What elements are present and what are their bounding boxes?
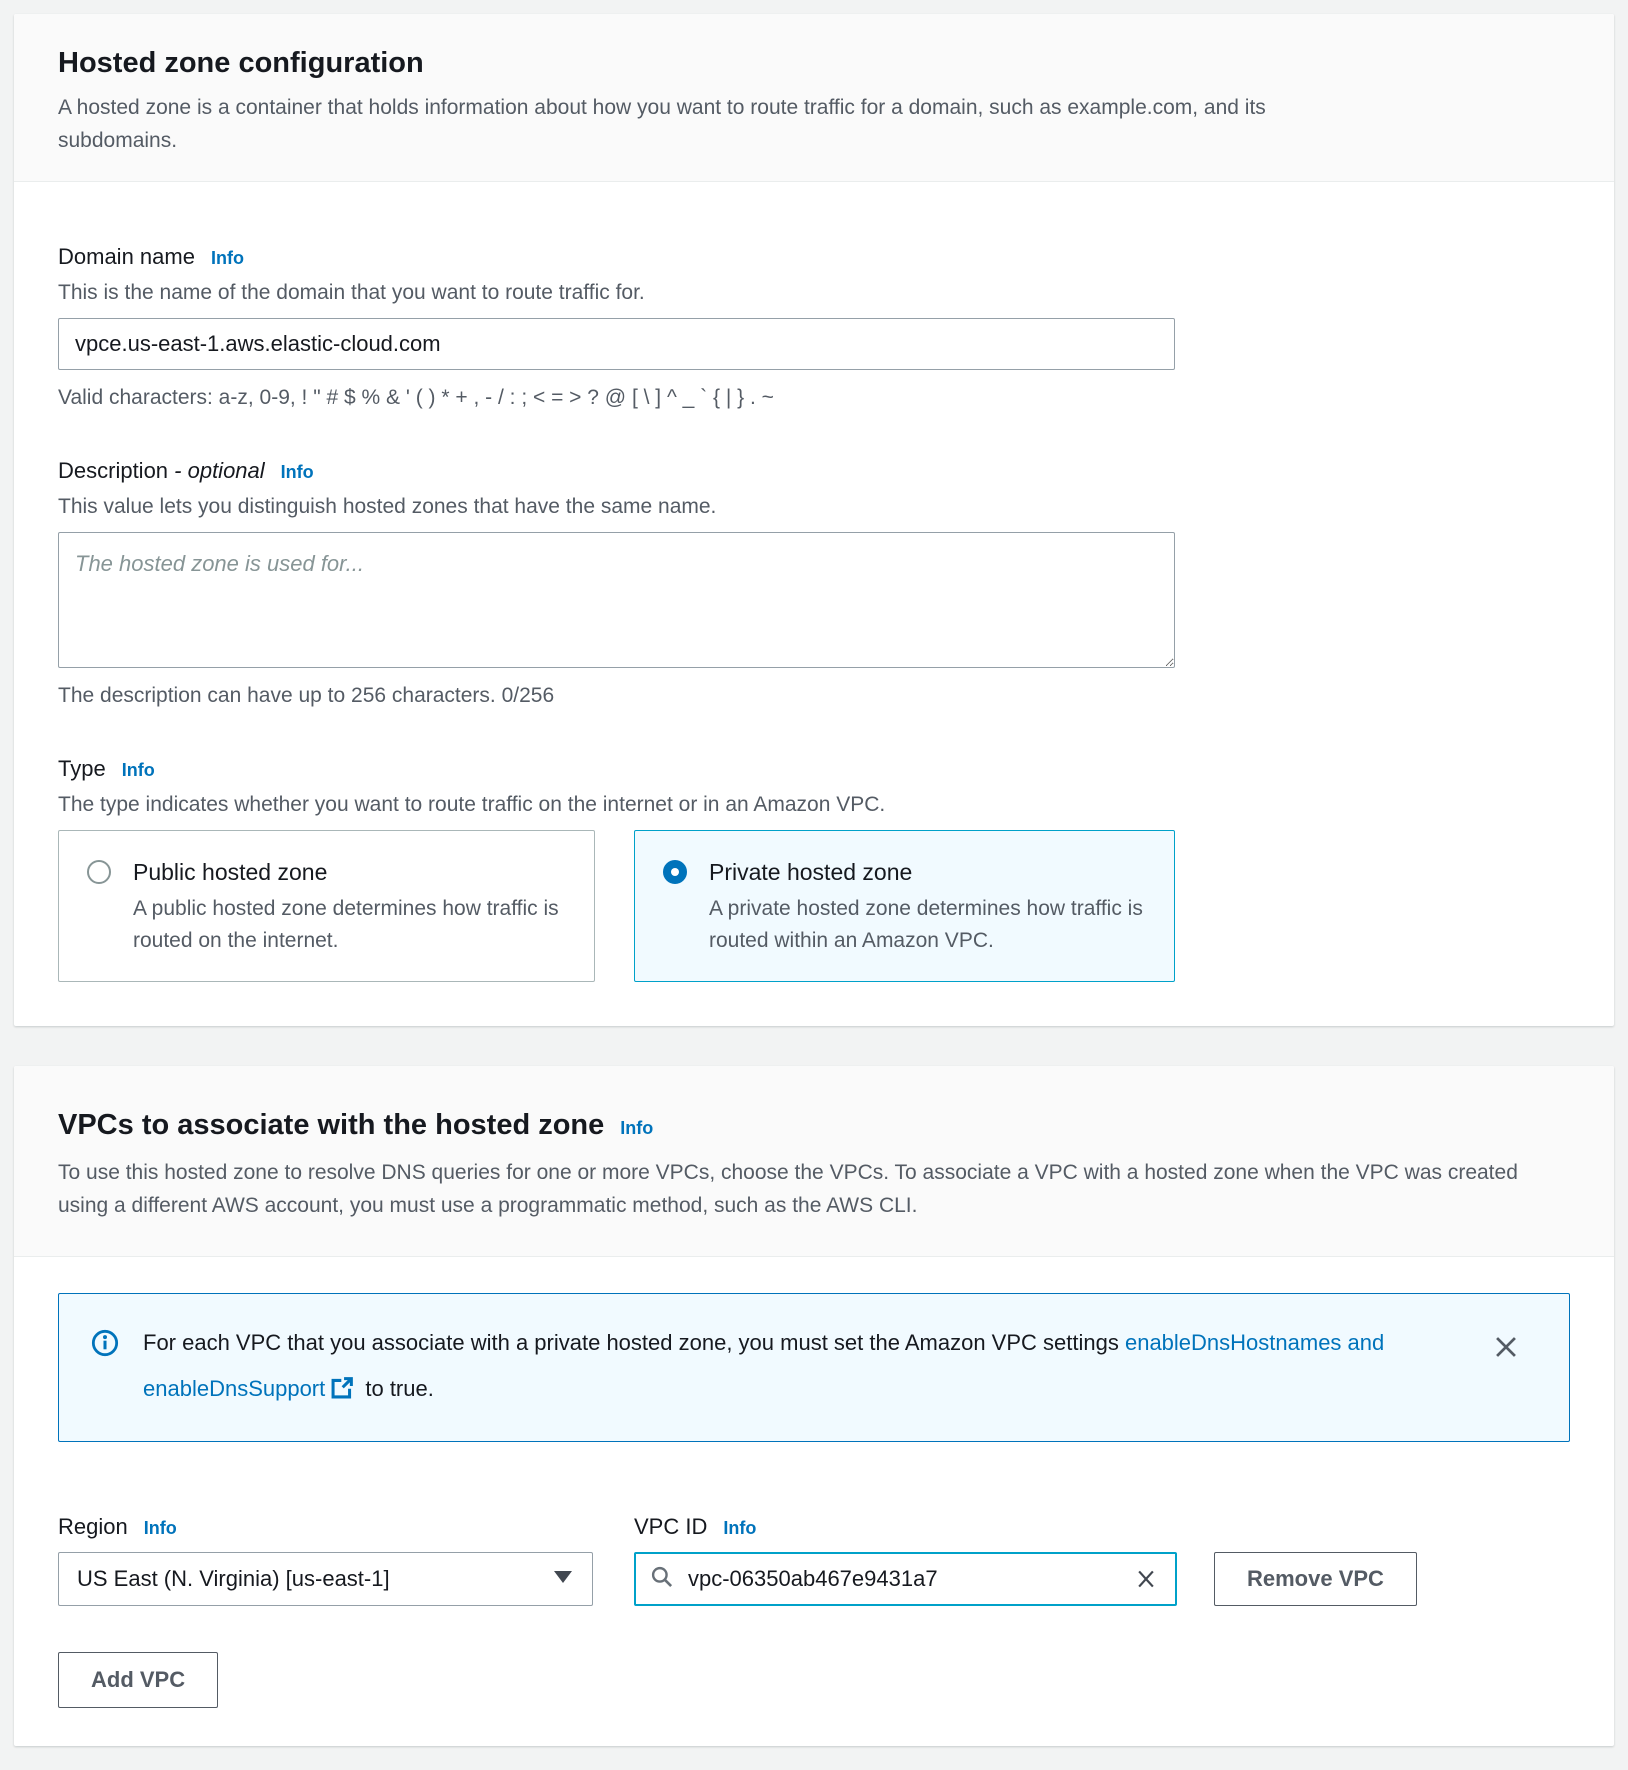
description-field [58,458,1570,710]
hosted-zone-card-title: Hosted zone configuration [58,47,424,79]
vpc-id-info-link[interactable]: Info [723,1518,757,1538]
public-hosted-zone-radio[interactable] [87,860,111,884]
vpcs-card-title: VPCs to associate with the hosted zone Info [58,1109,654,1141]
description-help-text: This value lets you distinguish hosted zones that have the same name. [58,495,717,518]
vpc-id-label-row [634,1514,1177,1542]
type-field [58,756,1570,982]
vpcs-association-card [14,1066,1614,1746]
vpc-association-row [58,1514,1570,1606]
vpcs-card-header [14,1066,1614,1257]
region-info-link[interactable]: Info [143,1518,177,1538]
region-label: Region [58,1514,128,1539]
private-hosted-zone-texts [709,857,1148,957]
domain-name-info-link[interactable]: Info [210,248,244,268]
public-hosted-zone-title: Public hosted zone [133,859,328,885]
domain-name-label: Domain name [58,244,195,269]
hosted-zone-card-header [14,14,1614,182]
description-textarea[interactable] [58,532,1175,668]
hosted-zone-card-body [14,182,1614,1026]
private-hosted-zone-option[interactable] [634,830,1175,982]
type-label: Type [58,756,106,781]
enable-dns-settings-link[interactable]: enableDnsHostnames and enableDnsSupport [143,1330,1385,1401]
private-hosted-zone-description: A private hosted zone determines how traffic is routed within an Amazon VPC. [709,897,1143,952]
search-icon [650,1565,674,1594]
type-help-text: The type indicates whether you want to route traffic on the internet or in an Amazon VPC. [58,793,886,816]
description-character-counter: The description can have up to 256 characters. 0/256 [58,684,555,707]
type-radio-group [58,830,1570,982]
description-optional-suffix: - optional [168,458,265,483]
region-selected-value: US East (N. Virginia) [us-east-1] [77,1566,390,1591]
region-select[interactable] [58,1552,593,1606]
clear-x-icon [1135,1578,1157,1593]
close-icon [1493,1348,1519,1363]
domain-name-input[interactable] [58,318,1175,370]
private-hosted-zone-radio[interactable] [663,860,687,884]
description-label-row [58,458,1570,486]
vpc-id-group [634,1514,1177,1606]
vpcs-card-body [14,1257,1614,1746]
vpc-id-input-wrapper [634,1552,1177,1606]
description-label: Description - optional [58,458,265,483]
region-label-row [58,1514,593,1542]
vpcs-info-link[interactable]: Info [620,1118,654,1138]
public-hosted-zone-texts [133,857,568,957]
chevron-down-icon [554,1570,572,1588]
alert-close-button[interactable] [1487,1328,1525,1366]
info-circle-icon [91,1329,119,1362]
domain-name-help-text: This is the name of the domain that you want to route traffic for. [58,281,645,304]
private-hosted-zone-title: Private hosted zone [709,859,913,885]
domain-name-label-row [58,244,1570,272]
region-column [58,1514,593,1606]
vpcs-card-description: To use this hosted zone to resolve DNS queries for one or more VPCs, choose the VPCs. To associate a VPC with a hosted zone when the VPC was created using a different AWS account, you must use a programmatic method, such as the AWS CLI. [58,1161,1518,1217]
domain-name-valid-characters: Valid characters: a-z, 0-9, ! " # $ % & ' ( ) * + , - / : ; < = > ? @ [ \ ] ^ _ ` { | } . ~ [58,386,774,409]
vpc-id-label: VPC ID [634,1514,708,1539]
remove-vpc-button[interactable]: Remove VPC [1214,1552,1417,1606]
type-label-row [58,756,1570,784]
hosted-zone-configuration-card [14,14,1614,1026]
vpc-settings-info-alert [58,1293,1570,1442]
public-hosted-zone-option[interactable] [58,830,595,982]
vpc-id-input[interactable] [686,1565,1131,1593]
hosted-zone-card-description: A hosted zone is a container that holds information about how you want to route traffic for a domain, such as example.com, and its subdomains. [58,96,1266,152]
description-info-link[interactable]: Info [280,462,314,482]
type-info-link[interactable]: Info [121,760,155,780]
public-hosted-zone-description: A public hosted zone determines how traffic is routed on the internet. [133,897,559,952]
external-link-icon [331,1379,353,1404]
domain-name-field [58,244,1570,412]
alert-message [143,1320,1467,1415]
alert-text-after-link: to true. [359,1376,434,1401]
vpc-id-clear-button[interactable] [1131,1564,1161,1594]
alert-text-before-link: For each VPC that you associate with a private hosted zone, you must set the Amazon VPC settings [143,1330,1125,1355]
add-vpc-button[interactable]: Add VPC [58,1652,218,1708]
vpc-id-column [634,1514,1417,1606]
